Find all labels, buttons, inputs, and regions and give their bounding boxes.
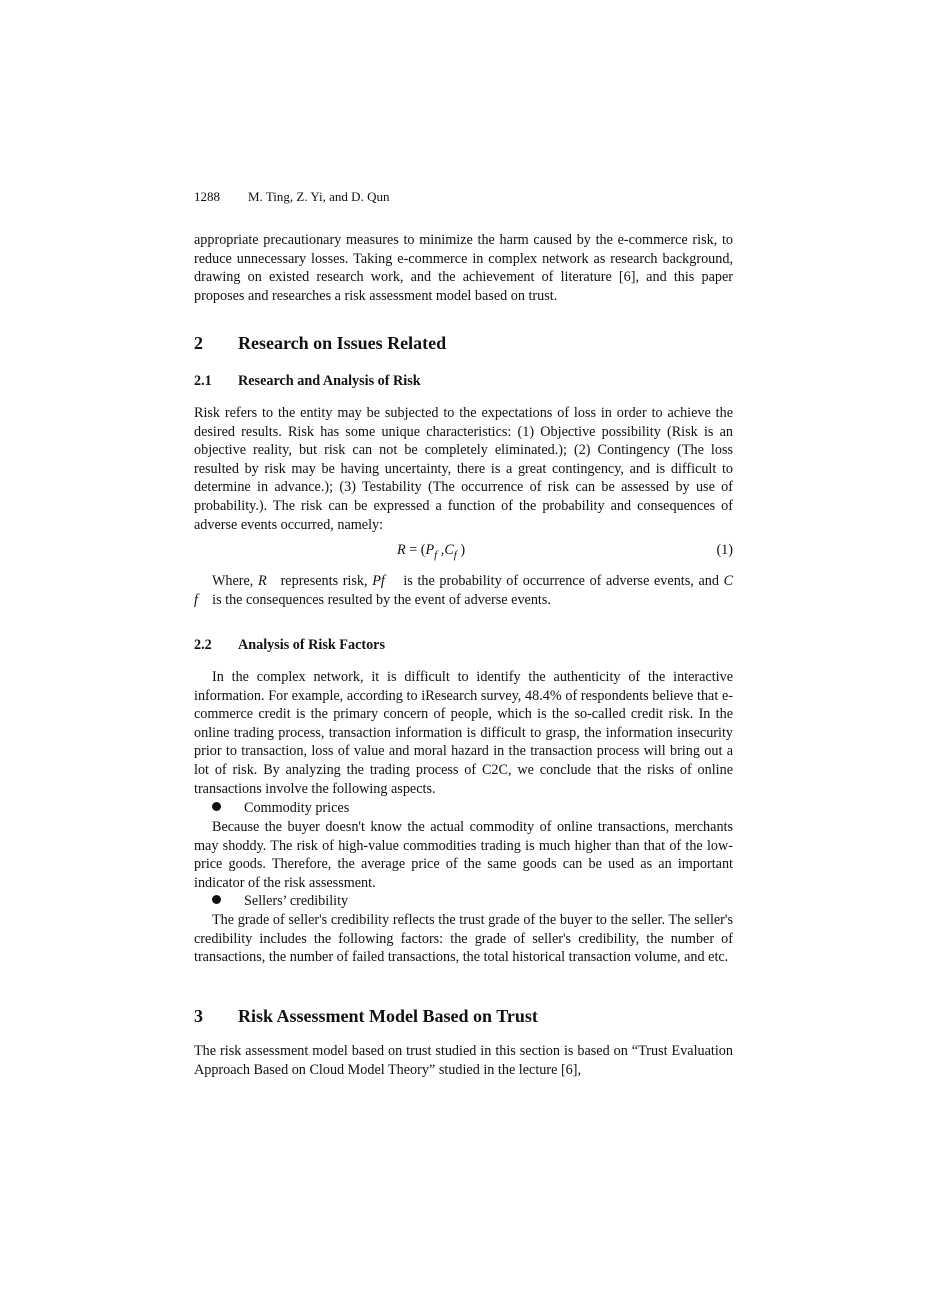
risk-definition-paragraph: Risk refers to the entity may be subjected to the expectations of loss in order to achieve the desired results. Risk has some unique characteristics: (1) Objective possibility (Risk is an objective reality, but risk can not be completely eliminated.); (2) Contingency (The loss resulted by risk may be having uncertainty, there is a great contingency, and is difficult to determine in advance.); (3) Testability (The occurrence of risk can be assessed by use of probability.). The risk can be expressed a function of the probability and consequences of adverse events occurred, namely: xyxy=(194,405,733,533)
section-3-title: Risk Assessment Model Based on Trust xyxy=(238,1006,538,1026)
equation-formula: $R = (P_f$ $,C_f$ ) xyxy=(397,542,466,561)
running-header xyxy=(194,189,389,205)
section-3-number: 3 xyxy=(194,1006,203,1026)
equation-1 xyxy=(194,541,733,561)
bullet-dot xyxy=(212,895,221,904)
equation-number: (1) xyxy=(716,542,733,558)
subsection-2-1-title: Research and Analysis of Risk xyxy=(238,373,421,389)
subsection-2-2-title: Analysis of Risk Factors xyxy=(238,637,386,653)
section-2-number: 2 xyxy=(194,333,203,353)
section-2-heading xyxy=(194,333,733,354)
section-3-paragraph: The risk assessment model based on trust studied in this section is based on “Trust Evaluation Approach Based on Cloud Model Theory” studied in the lecture [6], xyxy=(194,1043,733,1078)
risk-factors-paragraph: In the complex network, it is difficult to identify the authenticity of the interactive information. For example, according to iResearch survey, 48.4% of respondents believe that e-commerce credit is the primary concern of people, which is the so-called credit risk. In the online trading process, transaction information is difficult to grasp, the information insecurity prior to transaction, loss of value and moral hazard in the transaction process will bring out a lot of risk. By analyzing the trading process of C2C, we conclude that the risks of online transactions involve the following aspects. xyxy=(194,669,733,797)
subsection-2-1-heading xyxy=(194,373,733,390)
commodity-prices-paragraph: Because the buyer doesn't know the actual commodity of online transactions, merchants may shoddy. The risk of high-value commodities trading is much higher than that of the low-price goods. Therefore, the average price of the same goods can be used as an important indicator of the risk assessment. xyxy=(194,819,733,891)
intro-paragraph: appropriate precautionary measures to minimize the harm caused by the e-commerce risk, to reduce unnecessary losses. Taking e-commerce in complex network as research background, drawing on existed research work, and the achievement of literature [6], and this paper proposes and researches a risk assessment model based on trust. xyxy=(194,232,733,304)
running-authors: M. Ting, Z. Yi, and D. Qun xyxy=(248,189,390,204)
where-paragraph: Where, R represents risk, Pf is the probability of occurrence of adverse events, and C f is the consequences resulted by the event of adverse events. xyxy=(194,573,734,608)
subsection-2-2-heading xyxy=(194,637,733,654)
subsection-2-2-number: 2.2 xyxy=(194,637,212,653)
section-3-heading xyxy=(194,1006,733,1027)
bullet-commodity-prices: Commodity prices xyxy=(194,799,733,818)
page-number: 1288 xyxy=(194,189,220,204)
sellers-credibility-paragraph: The grade of seller's credibility reflects the trust grade of the buyer to the seller. The seller's credibility includes the following factors: the grade of seller's credibility, the number of transactions, the number of failed transactions, the total historical transaction volume, and etc. xyxy=(194,912,733,966)
bullet-sellers-credibility: Sellers’ credibility xyxy=(194,892,733,911)
bullet-dot xyxy=(212,802,221,811)
section-2-title: Research on Issues Related xyxy=(238,333,447,353)
subsection-2-1-number: 2.1 xyxy=(194,373,212,389)
